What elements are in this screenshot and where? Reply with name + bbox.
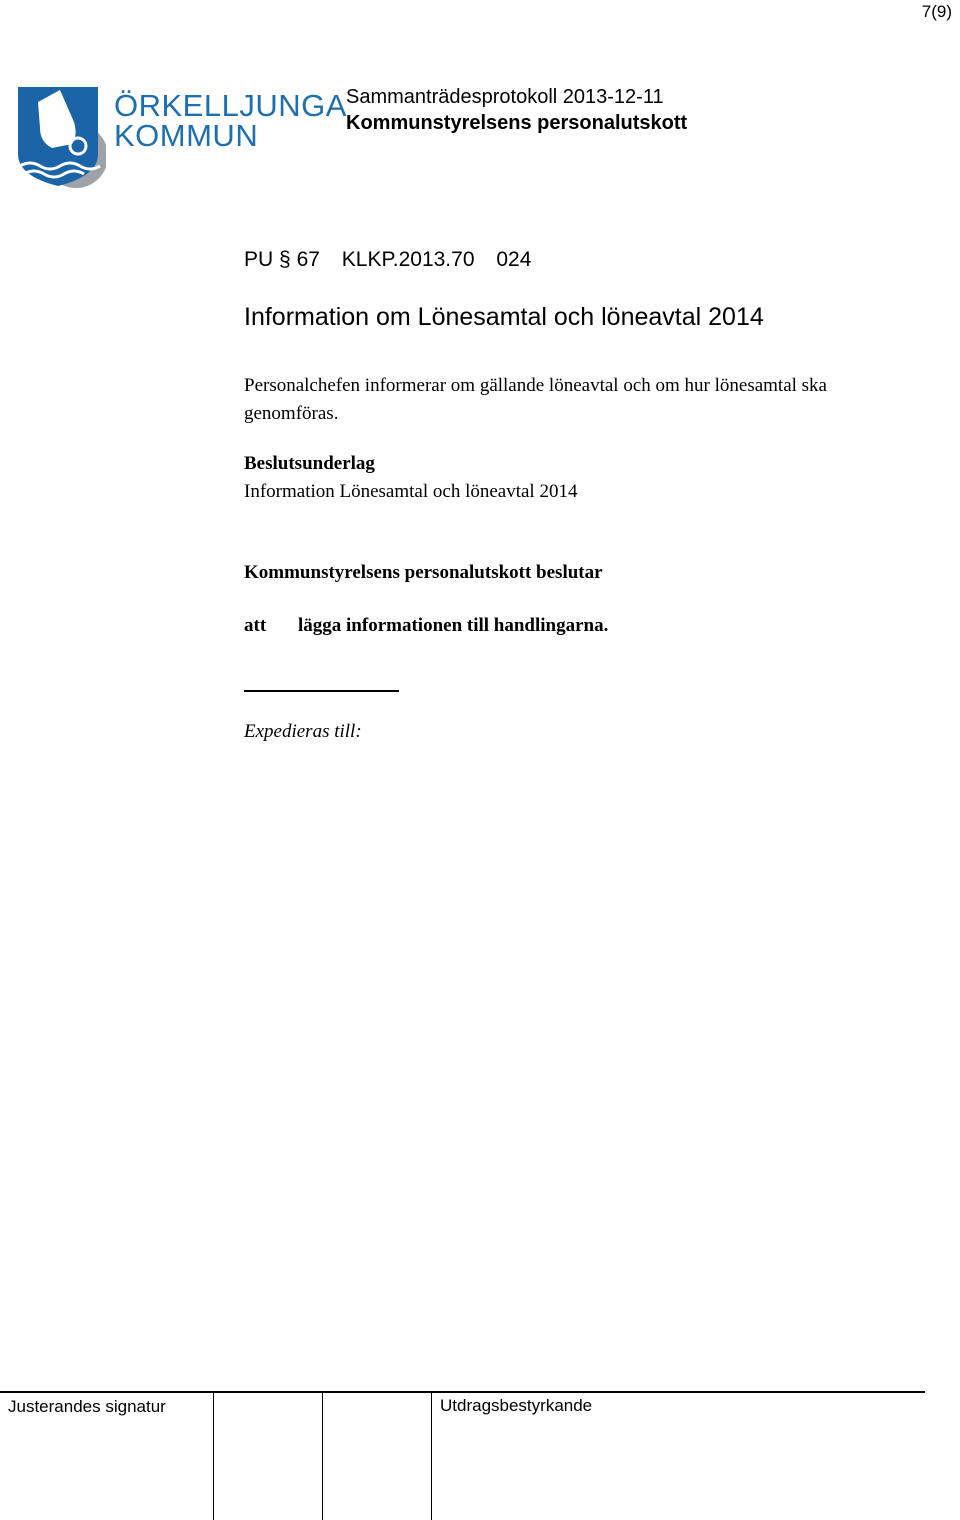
body-paragraph: Personalchefen informerar om gällande löneavtal och om hur lönesamtal ska genomföras. xyxy=(244,375,827,424)
logo-wordmark-line2: KOMMUN xyxy=(114,118,259,153)
footer-cell-divider xyxy=(322,1391,323,1520)
municipality-coat-of-arms-logo xyxy=(16,82,106,192)
footer-certification-label: Utdragsbestyrkande xyxy=(440,1396,593,1415)
logo-wordmark-line1: ÖRKELLJUNGA xyxy=(114,88,347,123)
decision-heading: Kommunstyrelsens personalutskott beslutar xyxy=(244,562,603,583)
section-heading: Information om Lönesamtal och löneavtal 2014 xyxy=(244,303,764,331)
page-number: 7(9) xyxy=(921,2,952,21)
divider xyxy=(244,690,399,692)
paragraph-number: 67 xyxy=(296,248,320,271)
basis-heading: Beslutsunderlag xyxy=(244,453,375,474)
decision-text: lägga informationen till handlingarna. xyxy=(298,615,609,636)
case-code: 024 xyxy=(496,248,532,271)
footer-cell-divider xyxy=(213,1391,214,1520)
diary-number: KLKP.2013.70 xyxy=(341,248,475,271)
footer-signature-label: Justerandes signatur xyxy=(8,1397,166,1416)
expedieras-label: Expedieras till: xyxy=(244,721,362,742)
basis-item: Information Lönesamtal och löneavtal 2014 xyxy=(244,481,578,502)
protocol-title: Sammanträdesprotokoll 2013-12-11 xyxy=(346,86,664,108)
footer-divider xyxy=(0,1391,925,1393)
footer-cell-divider xyxy=(431,1391,432,1520)
paragraph-prefix: PU xyxy=(244,248,274,271)
committee-name: Kommunstyrelsens personalutskott xyxy=(346,112,688,134)
case-reference xyxy=(244,248,531,272)
decision-att-label: att xyxy=(244,615,267,636)
paragraph-symbol: § xyxy=(279,248,291,271)
